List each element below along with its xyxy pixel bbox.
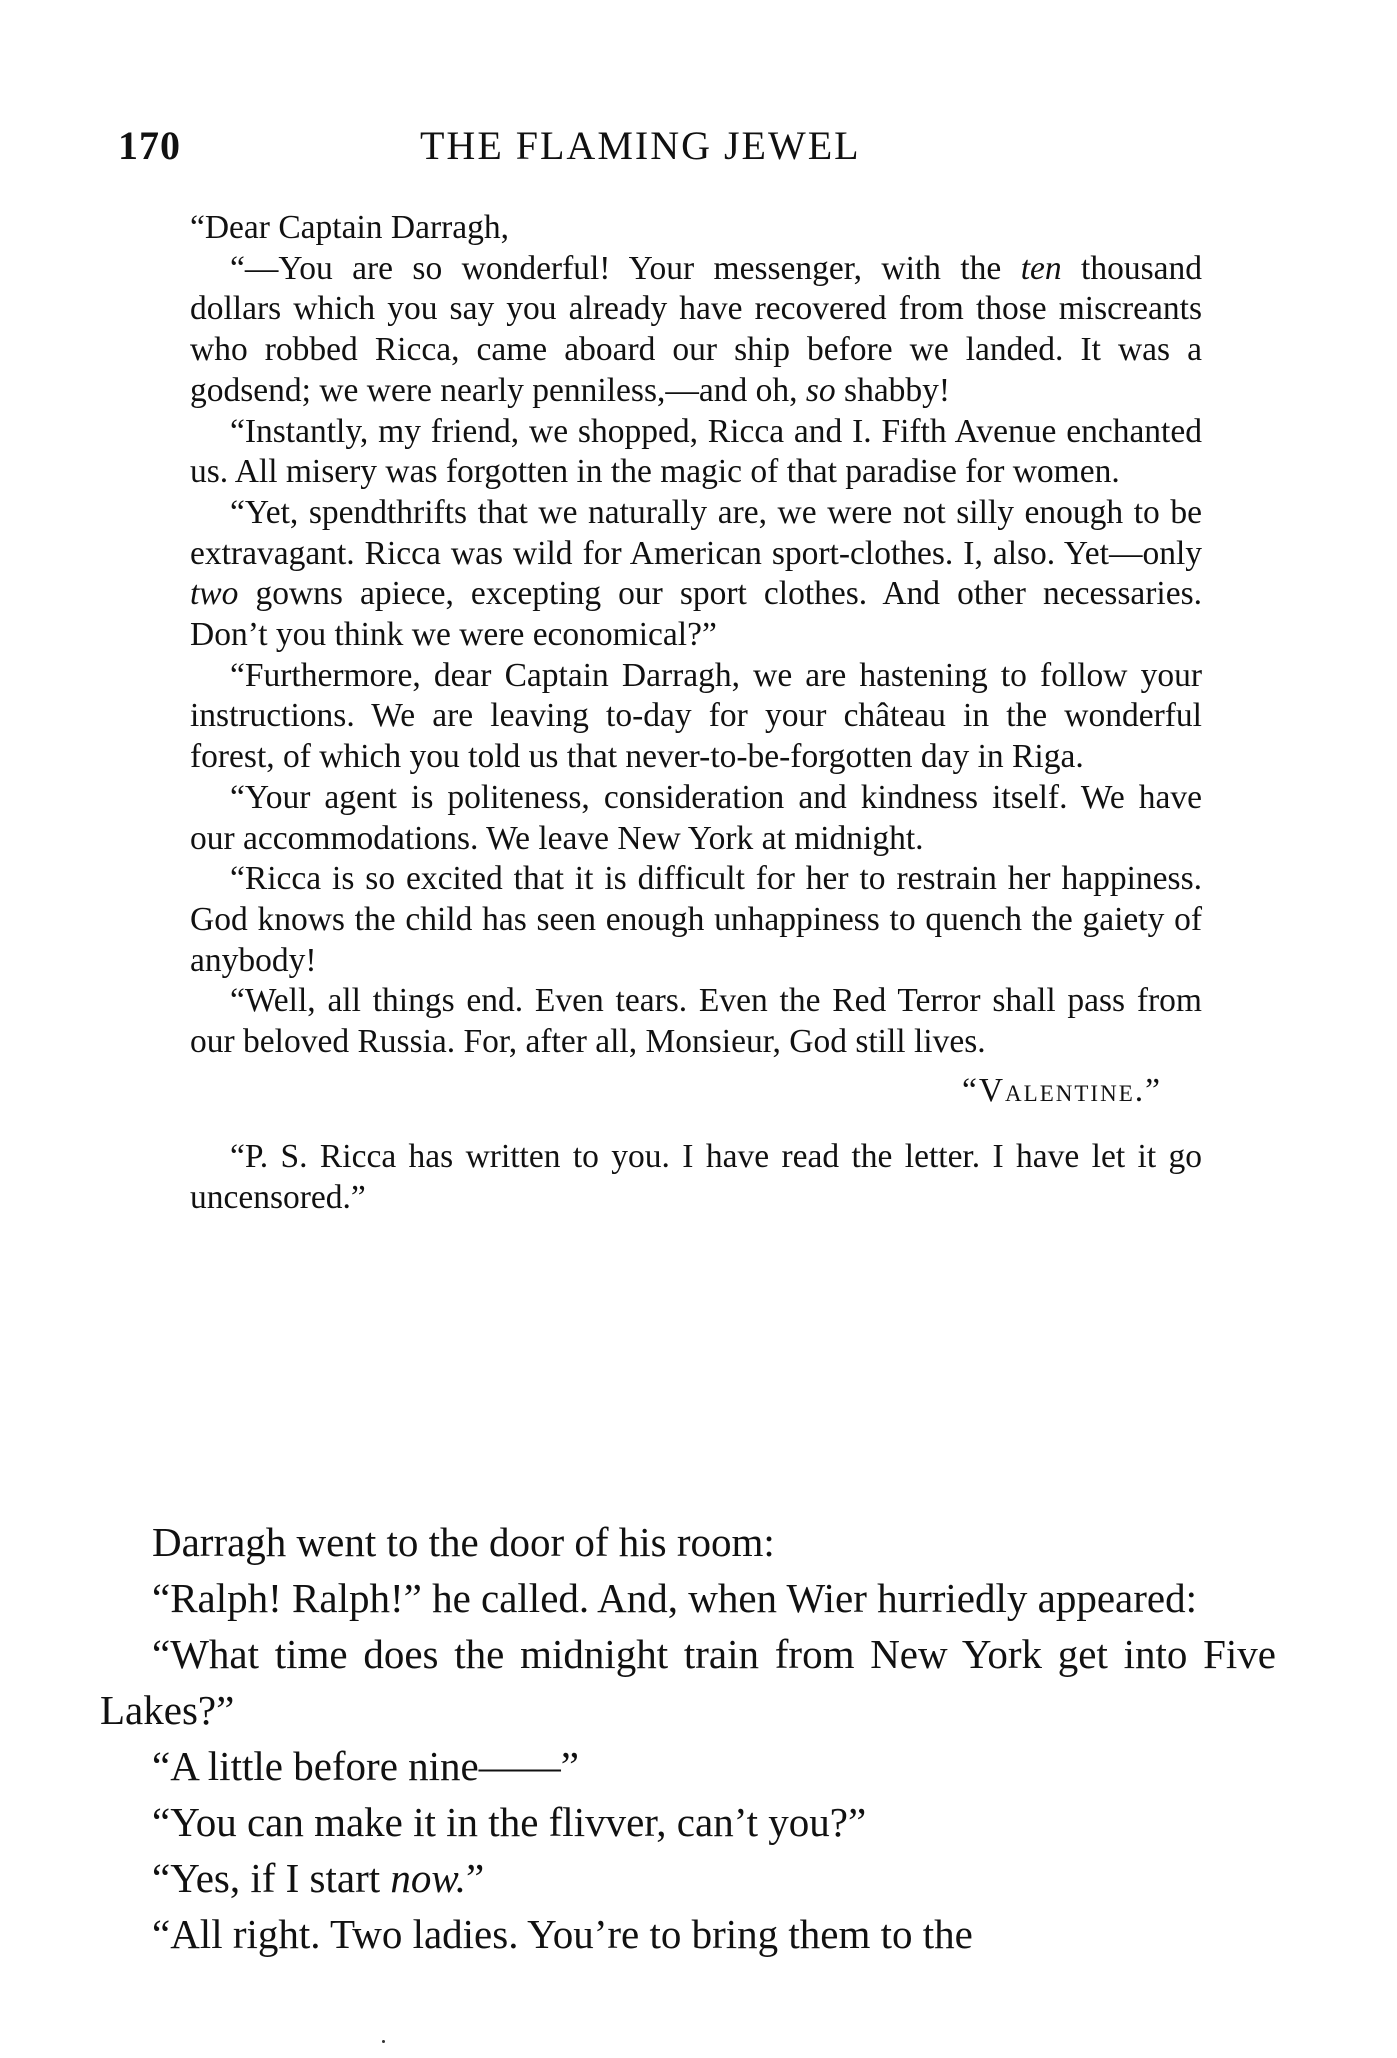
narrative-paragraph: Darragh went to the door of his room: [152,1519,775,1565]
letter-paragraph: “Furthermore, dear Captain Darragh, we are hastening to follow your instructions. We are leaving to-day for your château in the wonderful forest, of which you told us that never-to-be-forgotten day in Riga. [190,656,1202,776]
letter-paragraph: “Well, all things end. Even tears. Even the Red Terror shall pass from our beloved Russia. For, after all, Monsieur, God still lives. [190,982,1202,1061]
narrative-paragraph: “What time does the midnight train from New York get into Five Lakes?” [100,1631,1276,1733]
letter-text: “—You are so wonderful! Your messenger, with the [230,249,1021,287]
letter-text: gowns apiece, excepting our sport clothes. And other necessaries. Don’t you think we were economical?” [190,575,1202,654]
narrative-paragraph: “Ralph! Ralph!” he called. And, when Wier hurriedly appeared: [152,1575,1197,1621]
letter-paragraph: “Your agent is politeness, consideration and kindness itself. We have our accommodations. We leave New York at midnight. [190,778,1202,857]
narrative-paragraph: “All right. Two ladies. You’re to bring them to the [152,1911,973,1957]
letter-text: thousand dollars which you say you already have recovered from those miscreants who robbed Ricca, came aboard our ship before we landed. It was a godsend; we were nearly penniless,—and oh, [190,249,1202,409]
print-speck [382,2040,385,2043]
narrative-text-run: ” [465,1855,485,1901]
narrative-paragraph: “A little before nine——” [152,1743,579,1789]
narrative-text [100,1514,1276,1962]
quoted-letter [190,208,1202,1219]
letter-signature: “Valentine.” [962,1071,1162,1109]
letter-emphasis: ten [1020,249,1062,287]
letter-salutation: “Dear Captain Darragh, [190,209,510,246]
narrative-emphasis: now. [390,1855,466,1901]
letter-paragraph: “Ricca is so excited that it is difficult for her to restrain her happiness. God knows the child has seen enough unhappiness to quench the gaiety of anybody! [190,860,1202,979]
page-number: 170 [118,123,181,168]
running-head [118,122,1278,182]
letter-postscript: “P. S. Ricca has written to you. I have read the letter. I have let it go uncensored.” [190,1138,1202,1217]
letter-text: “Yet, spendthrifts that we naturally are, we were not silly enough to be extravagant. Ricca was wild for American sport-clothes. I, also. Yet—only [190,493,1202,572]
letter-text: shabby! [835,371,951,409]
narrative-paragraph [100,1850,1276,1906]
letter-emphasis: two [190,575,239,613]
letter-paragraph [190,249,1202,412]
narrative-text-run: “Yes, if I start [152,1855,391,1901]
letter-paragraph [190,493,1202,656]
letter-paragraph: “Instantly, my friend, we shopped, Ricca and I. Fifth Avenue enchanted us. All misery was forgotten in the magic of that paradise for women. [190,412,1202,491]
letter-emphasis: so [805,371,836,409]
narrative-paragraph: “You can make it in the flivver, can’t you?” [152,1799,867,1845]
book-title: THE FLAMING JEWEL [420,123,861,168]
